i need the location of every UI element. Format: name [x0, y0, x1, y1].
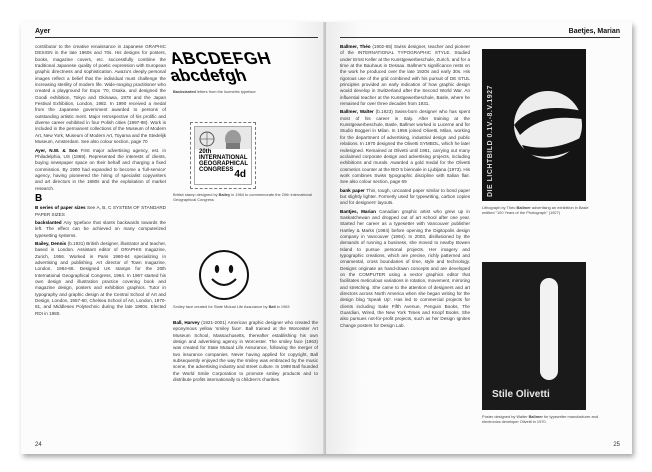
header-rule-left [35, 37, 318, 38]
left-column-2 [173, 320, 318, 385]
stamp-text: 20th INTERNATIONAL GEOGRAPHICAL CONGRESS [199, 149, 248, 173]
entry-ballmer-walter: Ballmer, Walter (b.1923) Swiss-born designer who has spent most of his career in Italy. After training at the Kunstgewerbeschule, Basle, Ballmer worked in Lucerne and for Studio Boggeri in Milan. In 1956 joined Olivetti, Milan, working for the department of advertising, industrial design and public relations. In 1970 designed the Olivetti SYMBOL, which he later redesigned. Remained at Olivetti until 1981, carrying out many acclaimed corporate design and advertising projects, including exhibitions and murals. Awarded a gold medal for the Olivetti cosmetics counter at the BIO 5 biennale in Ljubljana (1973). His work combines Swiss typographic discipline with Italian flair. See also colour section, page 69 [340, 109, 470, 185]
entry-b-series: B series of paper sizes See A, B, C SYSTEM OF STANDARD PAPER SIZES [35, 205, 166, 217]
smiley-face-drawing [201, 252, 247, 298]
specimen-lowercase: abcdefgh [167, 66, 249, 85]
poster2-caption: Poster designed by Walter Ballmer for typewriter manufacturer and electronics developer Olivetti in 1970. [482, 414, 599, 424]
specimen-uppercase: ABCDEFGH [167, 49, 274, 68]
entry-head: B series of paper sizes [35, 205, 86, 211]
open-book [21, 22, 632, 454]
entry-head: Bailey, Dennis [35, 240, 67, 246]
queen-portrait-icon [195, 127, 251, 149]
entry-ballmer-theo: Ballmer, Théo (1902-65) Swiss designer, teacher and pioneer of the INTERNATIONAL TYPOGRAPHIC STYLE. Studied under Ernst Keller at the Kunstgewerbeschule, Zurich, and for a time at the Bauhaus in Dessau. Ballmer's significance rests on the work he produced over the late 1920s and early 30s. His rigorous use of the grid combined with his pursuit of DE STIJL principles provided an early indication of how graphic design would develop in Switzerland after the Second World War. An influential teacher at the Kunstgewerbeschule, Basle, where he remained for over three decades from 1931. [340, 44, 471, 107]
smiley-caption: Smiley face created for State Mutual Life Assurance by Ball in 1963 [173, 304, 290, 309]
poster-graphic [482, 49, 586, 201]
entry-bank-paper: bank paper Thin, tough, uncoated paper similar to bond paper but slightly lighter. Formerly used for typewriting, carbon copies and for designers' layouts. [340, 187, 470, 206]
left-column-1 [35, 44, 166, 319]
entry-awazu-continued: contributor to the creative renaissance in Japanese GRAPHIC DESIGN in the late 1960s and 70s. His designs for posters, books, magazine covers, etc. successfully combine the traditional Japanese quality of poetic expression with European graphic directness and sophistication. Awazu's deeply personal images reflect a belief that the individual must challenge the increasing sterility of modern life. Wide-ranging practitioner who created a playground for Expo '70, Osaka, and designed the Goodi exhibition, Tokyo and Okinawa, 1978 and the Japan Festival Exhibition, London, 1982. In 1990 received a medal from the Japanese government awarded to persons of outstanding artistic merit. Major retrospective of his prolific and diverse career exhibited in four Polish cities (1997-98). Work is included in the permanent collections of the Museum of Modern Art, New York, Museum of Modern Art, Toyama and the Stedelijk Museum, Amsterdam. See also colour section, page 70 [35, 44, 166, 145]
entry-ayer: Ayer, N.W. & Son First major advertising agency, est. in Philadelphia, US (1869). Represented the interests of clients, buying newspaper space on their behalf and charging a fixed commission. By 1900 had expanded to become a 'full-service' agency, having pioneered the hiring of specialist copywriters and art directors in the 1880s and the exploitation of market research. [35, 147, 166, 191]
running-head-left: Ayer [35, 28, 51, 35]
stamp-value: 4d [234, 169, 246, 180]
smiley-face-icon [199, 250, 249, 300]
entry-ball: Ball, Harvey (1921-2001) American graphic designer who created the eponymous yellow 'smiley face'. Ball trained at the Worcester Art Museum School, Massachusetts, thereafter establishing his own design and advertising agency in Worcester. The smiley face (1963) was created for State Mutual Life Assurance, following the merger of two insurance companies. Never having applied for copyright, Ball subsequently enjoyed the way the smiley was embraced by the music scene, the advertising industry and street culture. In 1998 Ball founded the World Smile Corporation to promote smiley products and to distribute profits internationally to children's charities. [173, 320, 318, 383]
entry-head: Ball, Harvey [173, 320, 200, 325]
ballmer-lithograph-poster [482, 49, 586, 201]
right-column-1 [340, 44, 470, 331]
right-page [326, 22, 632, 454]
poster2-bar-shape [540, 278, 558, 380]
backslanted-specimen [167, 49, 318, 94]
page-number-left: 24 [35, 442, 42, 448]
entry-head: Bantjes, Marian [340, 208, 376, 214]
poster1-vertical-text: DIE LICHTBILD 0.1V.-8.V.1927 [487, 85, 494, 197]
section-letter-b: B [35, 192, 43, 204]
running-head-right: Baetjes, Marian [568, 28, 620, 35]
entry-bailey: Bailey, Dennis (b.1931) British designer, illustrator and teacher, based in London. Assistant editor of GRAPHIS magazine, Zurich, 1956. Worked in Paris 1960-64 specializing in advertising and publishing. Art director of Town magazine, London, 1964-66. Designed UK stamps for the 20th International Geographical Congress, 1964. In 1967 started his own design and illustration practice covering book and magazine design, posters and exhibition graphics. Tutor in typography and graphic design at the Central School of Art and Design, London, 1957-60, Chelsea School of Art, London, 1970-81, and Middlesex Polytechnic during the late 1980s. Elected RDI in 1980. [35, 240, 167, 316]
entry-head: bank paper [340, 187, 365, 193]
stamp-caption: British stamp designed by Bailey in 1964 to commemorate the 20th International Geographical Congress [173, 192, 312, 202]
stamp-frame [194, 126, 252, 185]
specimen-caption: Backslanted letters from the Isometric typeface [173, 89, 256, 94]
entry-backslanted: backslanted Any typeface that slants backwards towards the left. The effect can be achieved on many computerized typesetting systems. [35, 219, 166, 238]
stamp-image [190, 122, 256, 189]
entry-head: backslanted [35, 219, 62, 225]
entry-bantjes: Bantjes, Marian Canadian graphic artist who grew up in Saskatchewan and dropped out of art school after one year. Started her career as a typesetter with Vancouver publisher Hartley & Marks (1984) before opening the Digitopolis design company in Vancouver (1994). In 2003, disillusioned by the demands of running a business, she moved to nearby Bowen Island to pursue personal projects. Her imagery and typographic creations, which are precise, richly patterned and ornamental, cross boundaries of time, style and technology. Designs originate as hand-drawn concepts and are developed on the COMPUTER using a vector graphics editor that facilitates meticulous variations in rotation, movement, mirroring and stretching. She came to the attention of designers and art directors across North America when she began writing for the design blog 'Speak Up'. Has led to commercial projects for clients including Saks Fifth Avenue, Penguin Books, The Guardian, Wired, the New York Times and Knopf Books. She also pursues not-for-profit projects, such as her Design Ignites Change posters for Design Lab. [340, 208, 470, 328]
poster2-title: Stile Olivetti [492, 389, 550, 400]
entry-head: Ballmer, Théo [340, 44, 371, 49]
entry-head: Ayer, N.W. & Son [35, 147, 78, 153]
entry-head: Ballmer, Walter [340, 109, 374, 115]
header-rule-right [340, 37, 620, 38]
left-page [21, 22, 326, 454]
olivetti-poster [482, 262, 586, 410]
poster1-caption: Lithograph by Théo Ballmer advertising an exhibition in Basle entitled "100 Years of the Photograph" (1927) [482, 205, 589, 215]
page-number-right: 25 [613, 442, 620, 448]
